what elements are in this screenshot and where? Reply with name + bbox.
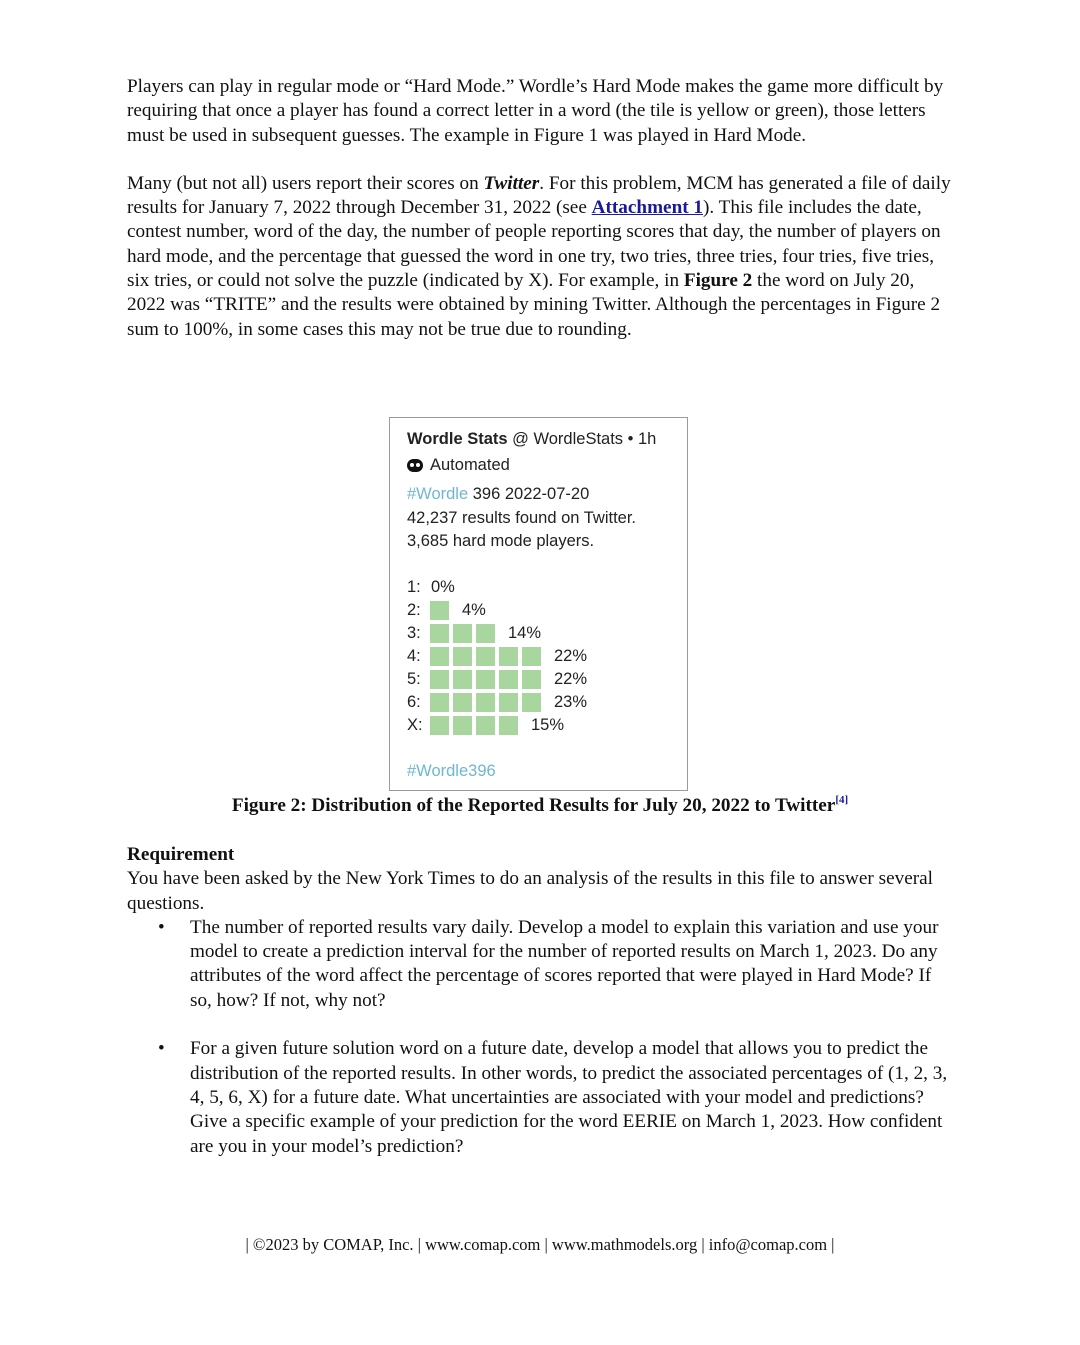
percent-label: 23%	[554, 693, 588, 711]
guess-label: 3:	[407, 624, 421, 642]
requirement-section	[127, 843, 957, 1159]
square-bar	[430, 716, 522, 735]
square-bar	[430, 601, 453, 620]
green-square-icon	[522, 670, 541, 689]
square-bar	[430, 624, 499, 643]
green-square-icon	[430, 693, 449, 712]
green-square-icon	[453, 670, 472, 689]
distribution-row	[407, 645, 587, 668]
green-square-icon	[430, 670, 449, 689]
separator: •	[623, 430, 638, 448]
requirement-bullet: • The number of reported results vary daily. Develop a model to explain this variation and use your model to create a prediction interval for the number of reported results on March 1, 2023. Do any attributes of the word affect the percentage of scores reported that were played in Hard Mode? If so, how? If not, why not?	[127, 916, 957, 1013]
distribution-row	[407, 668, 587, 691]
distribution-row	[407, 691, 587, 714]
green-square-icon	[453, 647, 472, 666]
page-footer: | ©2023 by COMAP, Inc. | www.comap.com | www.mathmodels.org | info@comap.com |	[245, 1235, 835, 1254]
guess-label: 6:	[407, 693, 421, 711]
green-square-icon	[476, 716, 495, 735]
guess-label: 4:	[407, 647, 421, 665]
green-square-icon	[476, 670, 495, 689]
green-square-icon	[476, 624, 495, 643]
guess-label: 2:	[407, 601, 421, 619]
wordle-stats-figure	[389, 417, 688, 791]
green-square-icon	[453, 716, 472, 735]
percent-label: 4%	[462, 601, 486, 619]
green-square-icon	[430, 601, 449, 620]
requirement-heading: Requirement	[127, 844, 235, 865]
percent-label: 15%	[531, 716, 565, 734]
automated-badge	[407, 456, 510, 475]
caption-text: Figure 2: Distribution of the Reported Results for July 20, 2022 to Twitter	[231, 795, 836, 816]
text-span: . For this problem, MCM has generated a file of daily results for January 7, 2022 through December 31, 2022 (see	[127, 172, 951, 219]
square-bar	[430, 670, 545, 689]
distribution-row	[407, 599, 587, 622]
text-span: Many (but not all) users report their scores on	[127, 172, 484, 194]
results-count: 42,237 results found on Twitter.	[407, 509, 637, 527]
bot-icon	[407, 459, 423, 472]
attachment-1-link[interactable]: Attachment 1	[591, 197, 704, 219]
requirement-intro: You have been asked by the New York Times to do an analysis of the results in this file to answer several questions.	[127, 868, 933, 914]
tweet-header	[407, 430, 656, 449]
guess-label: 1:	[407, 578, 421, 596]
twitter-emphasis: Twitter	[483, 172, 540, 194]
time-ago: 1h	[638, 430, 657, 448]
green-square-icon	[453, 624, 472, 643]
green-square-icon	[430, 647, 449, 666]
green-square-icon	[499, 693, 518, 712]
figure-2-reference: Figure 2	[683, 270, 753, 292]
automated-label: Automated	[430, 456, 510, 474]
green-square-icon	[522, 647, 541, 666]
figure-caption	[0, 794, 1080, 817]
account-name: Wordle Stats	[407, 430, 508, 448]
contest-info: 396 2022-07-20	[468, 485, 590, 503]
green-square-icon	[453, 693, 472, 712]
green-square-icon	[499, 716, 518, 735]
green-square-icon	[476, 693, 495, 712]
green-square-icon	[522, 693, 541, 712]
contest-line	[407, 485, 589, 504]
green-square-icon	[476, 647, 495, 666]
paragraph-hard-mode: Players can play in regular mode or “Hard Mode.” Wordle’s Hard Mode makes the game more difficult by requiring that once a player has found a correct letter in a word (the tile is yellow or green), those letters must be used in subsequent guesses. The example in Figure 1 was played in Hard Mode.	[127, 76, 944, 146]
guess-label: 5:	[407, 670, 421, 688]
distribution-row	[407, 622, 587, 645]
account-handle: @ WordleStats	[512, 430, 624, 448]
citation-ref[interactable]: [4]	[835, 794, 849, 806]
footer-hashtag: #Wordle396	[407, 762, 496, 780]
text-span: ). This file includes the date, contest number, word of the day, the number of people reporting scores that day, the number of players on hard mode, and the percentage that guessed the word in one try, two tries, three tries, four tries, five tries, six tries, or could not solve the puzzle (indicated by X). For example, in	[127, 197, 941, 292]
requirement-bullet: • For a given future solution word on a future date, develop a model that allows you to predict the distribution of the reported results. In other words, to predict the associated percentages of (1, 2, 3, 4, 5, 6, X) for a future date. What uncertainties are associated with your model and predictions? Give a specific example of your prediction for the word EERIE on March 1, 2023. How confident are you in your model’s prediction?	[127, 1037, 957, 1158]
square-bar	[430, 693, 545, 712]
text-span: the word on July 20, 2022 was “TRITE” and the results were obtained by mining Twitter. Although the percentages in Figure 2 sum to 100%, in some cases this may not be true due to rounding.	[127, 270, 941, 340]
distribution-row	[407, 576, 587, 599]
green-square-icon	[499, 647, 518, 666]
wordle-hashtag: #Wordle	[407, 485, 469, 503]
distribution-row	[407, 714, 587, 737]
requirement-list	[127, 916, 957, 1159]
paragraph-twitter	[127, 172, 957, 342]
hard-mode-count: 3,685 hard mode players.	[407, 532, 595, 550]
percent-label: 22%	[554, 647, 588, 665]
guess-label: X:	[407, 716, 423, 734]
distribution-chart	[407, 576, 587, 737]
green-square-icon	[430, 716, 449, 735]
green-square-icon	[430, 624, 449, 643]
green-square-icon	[499, 670, 518, 689]
body-text	[127, 75, 957, 342]
percent-label: 14%	[508, 624, 542, 642]
percent-label: 0%	[431, 578, 455, 596]
percent-label: 22%	[554, 670, 588, 688]
square-bar	[430, 647, 545, 666]
